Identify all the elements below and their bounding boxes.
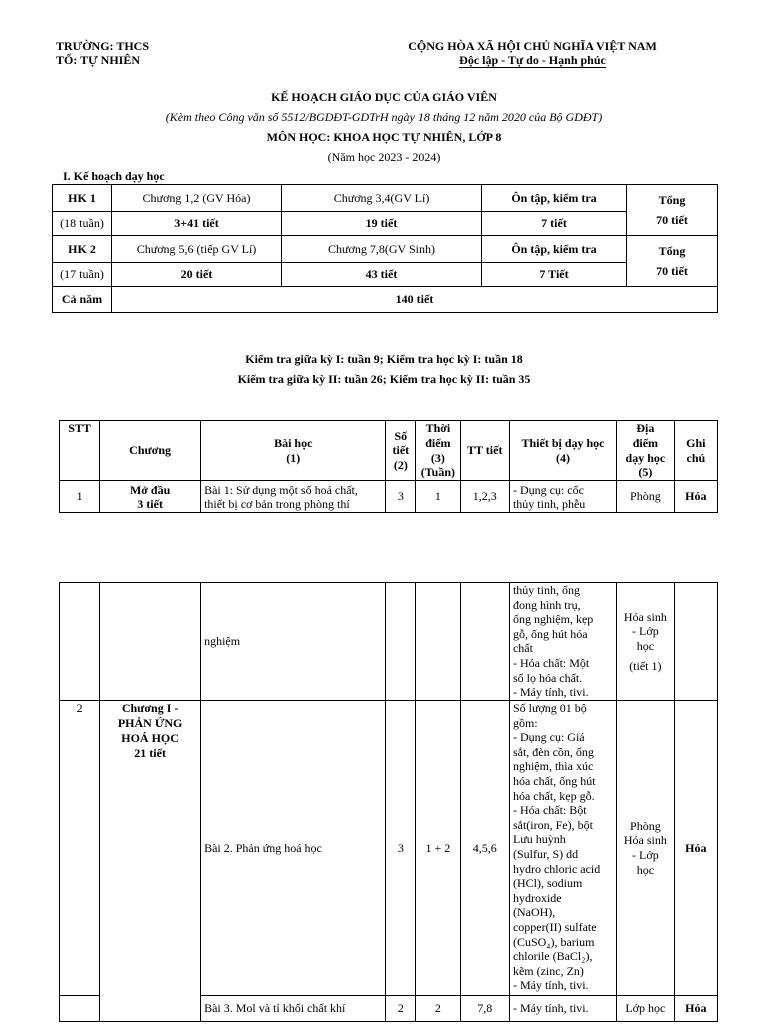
hk1-weeks: (18 tuần) — [53, 212, 112, 236]
table-header-row — [60, 421, 718, 481]
row3-order: 7,8 — [460, 996, 509, 1022]
row2-chapter-periods: 21 tiết — [134, 746, 166, 760]
country-name: CỘNG HÒA XÃ HỘI CHỦ NGHĨA VIỆT NAM — [408, 39, 657, 53]
header-equipment: Thiết bị dạy học — [521, 435, 605, 450]
lesson-table — [59, 420, 718, 513]
header-periods-num: (2) — [393, 457, 408, 472]
section-heading: I. Kế hoạch dạy học — [63, 169, 165, 183]
header-periods: Số — [394, 428, 408, 443]
row2-equipment-15: (NaOH), — [512, 905, 556, 920]
header-location-3: dạy học — [625, 450, 666, 465]
header-location-num: (5) — [638, 465, 653, 480]
row2-equipment-3: - Dụng cụ: Giá — [512, 730, 585, 745]
hk1-review: Ôn tập, kiểm tra — [482, 185, 627, 212]
header-order: TT tiết — [460, 421, 509, 481]
attachment-note: (Kèm theo Công văn số 5512/BGDĐT-GDTrH ngày 18 tháng 12 năm 2020 của Bộ GDĐT) — [165, 110, 603, 124]
hk2-weeks: (17 tuần) — [53, 263, 112, 287]
hk2-chapter-b: Chương 7,8(GV Sinh) — [282, 236, 482, 263]
cont-equipment-4: gỗ, ống hút hóa — [512, 626, 588, 641]
cont-location-4: (tiết 1) — [629, 658, 662, 673]
header-chapter: Chương — [100, 421, 201, 481]
cont-chapter-cell — [100, 583, 201, 701]
row2-equipment-10: Lưu huỳnh — [512, 832, 566, 847]
row1-location: Phòng — [617, 481, 675, 513]
hk1-chapter-a: Chương 1,2 (GV Hóa) — [112, 185, 282, 212]
table-row — [60, 701, 718, 996]
row2-week: 1 + 2 — [416, 701, 460, 996]
table-row — [60, 481, 718, 513]
row2-chapter-3: HOÁ HỌC — [121, 731, 179, 745]
row2-location-3: - Lớp — [632, 848, 659, 862]
row2-location-2: Hóa sinh — [623, 833, 667, 848]
table-row — [53, 236, 718, 263]
department-name: TỔ: TỰ NHIÊN — [56, 53, 141, 67]
header-time-unit: (Tuần) — [420, 465, 456, 480]
header-time-2: điểm — [425, 435, 451, 450]
subject-title: MÔN HỌC: KHOA HỌC TỰ NHIÊN, LỚP 8 — [266, 130, 502, 144]
hk2-chapter-b-periods: 43 tiết — [282, 263, 482, 287]
cont-location-1: Hóa sinh — [623, 609, 667, 624]
row2-equipment-7: hóa chất, kẹp gỗ. — [512, 788, 595, 803]
header-note-2: chú — [686, 450, 706, 465]
row2-equipment-13: (HCl), sodium — [512, 876, 583, 891]
header-lesson: Bài học — [274, 435, 313, 450]
row1-chapter-periods: 3 tiết — [137, 496, 163, 511]
hk1-label: HK 1 — [53, 185, 112, 212]
row2-equipment-8: - Hóa chất: Bột — [512, 803, 587, 818]
row2-chapter-2: PHẢN ỨNG — [117, 716, 183, 730]
row2-equipment-6: hóa chất, ống hút — [512, 773, 596, 788]
row3-lesson: Bài 3. Mol và tỉ khối chất khí — [201, 996, 386, 1022]
header-location: Địa — [636, 421, 655, 436]
table-row — [53, 287, 718, 313]
header-stt: STT — [60, 421, 100, 481]
hk2-review-periods: 7 Tiết — [482, 263, 627, 287]
teaching-plan-table — [52, 184, 718, 313]
cont-order-cell — [460, 583, 509, 701]
header-note: Ghi — [686, 435, 706, 450]
row3-location: Lớp học — [617, 996, 675, 1022]
row2-lesson: Bài 2. Phản ứng hoá học — [201, 701, 386, 996]
row3-week: 2 — [416, 996, 460, 1022]
header-time-num: (3) — [430, 450, 445, 465]
national-motto: Độc lập - Tự do - Hạnh phúc — [459, 53, 606, 67]
row1-week: 1 — [416, 481, 460, 513]
cont-location-2: - Lớp — [632, 624, 659, 639]
row1-equipment: - Dụng cụ: cốc — [512, 482, 584, 497]
cont-equipment-7: số lọ hóa chất. — [512, 670, 583, 685]
hk1-review-periods: 7 tiết — [482, 212, 627, 236]
hk1-chapter-b-periods: 19 tiết — [282, 212, 482, 236]
cont-equipment-2: đong hình trụ, — [512, 597, 581, 612]
row3-equipment: - Máy tính, tivi. — [509, 996, 616, 1022]
year-label: Cả năm — [53, 287, 112, 313]
row2-equipment-18: chlorile (BaCl₂), — [512, 949, 593, 964]
school-name: TRƯỜNG: THCS — [56, 39, 150, 53]
cont-note-cell — [674, 583, 717, 701]
row1-chapter: Mở đầu — [129, 482, 171, 497]
row1-lesson-2: thiết bị cơ bản trong phòng thí — [204, 496, 350, 511]
row2-equipment-9: sắt(iron, Fe), bột — [512, 817, 593, 832]
cont-location-3: học — [636, 639, 655, 653]
lesson-table-continued — [59, 582, 718, 1022]
row2-equipment-1: Số lượng 01 bộ — [512, 701, 587, 715]
row2-equipment-20: - Máy tính, tivi. — [512, 978, 589, 993]
row2-equipment-11: (Sulfur, S) dd — [512, 846, 579, 861]
row2-equipment — [509, 701, 616, 996]
row2-equipment-16: copper(II) sulfate — [512, 919, 597, 934]
cont-equipment-5: chất — [512, 641, 533, 656]
cont-equipment-8: - Máy tính, tivi. — [512, 685, 589, 700]
row1-equipment-2: thủy tinh, phễu — [512, 496, 586, 511]
row1-stt: 1 — [60, 481, 100, 513]
row3-note: Hóa — [674, 996, 717, 1022]
table-row — [53, 263, 718, 287]
row2-equipment-5: nghiệm, thìa xúc — [512, 759, 594, 774]
row2-note: Hóa — [674, 701, 717, 996]
cont-week-cell — [416, 583, 460, 701]
hk1-chapter-b: Chương 3,4(GV Lí) — [282, 185, 482, 212]
table-row — [60, 583, 718, 701]
row2-order: 4,5,6 — [460, 701, 509, 996]
row2-equipment-12: hydro chloric acid — [512, 861, 601, 876]
cont-periods-cell — [386, 583, 416, 701]
school-year: (Năm học 2023 - 2024) — [327, 150, 441, 164]
header-equipment-num: (4) — [555, 450, 570, 465]
header-location-2: điểm — [632, 435, 659, 450]
row2-equipment-17: (CuSO₄), barium — [512, 934, 595, 949]
hk2-total-value: 70 tiết — [656, 264, 688, 278]
hk2-total-label: Tổng — [658, 244, 686, 258]
hk2-label: HK 2 — [53, 236, 112, 263]
hk1-chapter-a-periods: 3+41 tiết — [112, 212, 282, 236]
hk1-total-label: Tổng — [658, 193, 686, 207]
table-row — [53, 212, 718, 236]
document-title: KẾ HOẠCH GIÁO DỤC CỦA GIÁO VIÊN — [271, 90, 497, 104]
cont-stt-cell — [60, 583, 100, 701]
hk2-chapter-a-periods: 20 tiết — [112, 263, 282, 287]
row2-equipment-19: kẽm (zinc, Zn) — [512, 963, 584, 978]
header-lesson-num: (1) — [286, 450, 301, 465]
row2-equipment-14: hydroxide — [512, 890, 562, 905]
row2-periods: 3 — [386, 701, 416, 996]
row3-stt-cell — [60, 996, 100, 1022]
row3-periods: 2 — [386, 996, 416, 1022]
row2-location-4: học — [636, 862, 655, 877]
table-row — [53, 185, 718, 212]
header-periods-2: tiết — [392, 443, 410, 458]
header-time: Thời — [425, 421, 451, 436]
row2-stt: 2 — [60, 701, 100, 996]
hk2-chapter-a: Chương 5,6 (tiếp GV Lí) — [112, 236, 282, 263]
exam-schedule-2: Kiểm tra giữa kỳ II: tuần 26; Kiểm tra học kỳ II: tuần 35 — [237, 372, 531, 386]
hk1-total-value: 70 tiết — [656, 213, 688, 227]
year-total: 140 tiết — [112, 287, 718, 313]
row2-equipment-4: sắt, đèn cồn, ống — [512, 744, 594, 759]
cont-equipment-1: thủy tinh, ống — [512, 583, 580, 597]
row1-note: Hóa — [674, 481, 717, 513]
row2-chapter-1: Chương I - — [121, 701, 179, 715]
cont-equipment-6: - Hóa chất: Một — [512, 655, 590, 670]
exam-schedule-1: Kiểm tra giữa kỳ I: tuần 9; Kiểm tra học kỳ I: tuần 18 — [245, 352, 523, 366]
row1-lesson: Bài 1: Sử dụng một số hoá chất, — [204, 482, 358, 497]
hk2-review: Ôn tập, kiểm tra — [482, 236, 627, 263]
row1-lesson-continued: nghiệm — [201, 583, 386, 701]
cont-equipment-3: ống nghiệm, kẹp — [512, 612, 594, 627]
row2-location-1: Phòng — [630, 818, 661, 833]
row1-order: 1,2,3 — [460, 481, 509, 513]
row1-periods: 3 — [386, 481, 416, 513]
row2-equipment-2: gồm: — [512, 715, 538, 730]
